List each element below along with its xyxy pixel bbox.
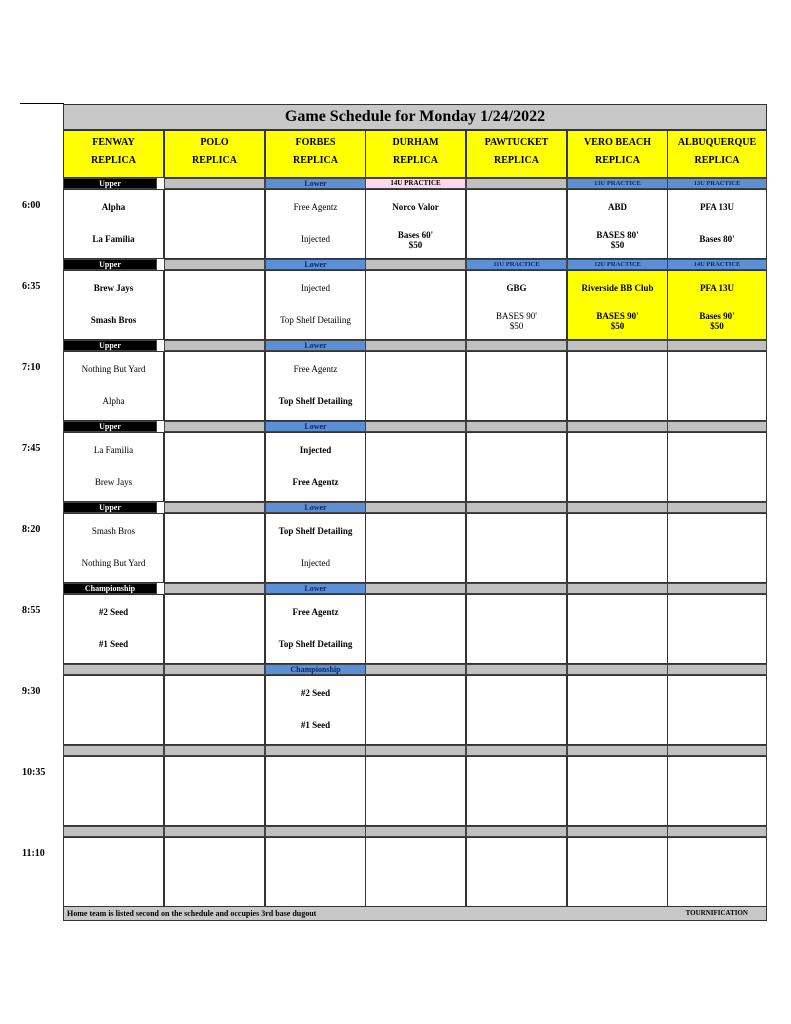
- game-cell: [466, 270, 567, 340]
- game-cell: [164, 513, 265, 583]
- team-name: Alpha: [102, 396, 125, 406]
- game-cell: [265, 432, 366, 502]
- game-cell: [667, 432, 767, 502]
- venue-subtitle: REPLICA: [392, 155, 438, 166]
- field-label-bar: Upper: [63, 340, 157, 351]
- team-name: Smash Bros: [90, 315, 137, 325]
- team-name: Norco Valor: [392, 202, 439, 212]
- field-label-bar: [667, 340, 767, 351]
- game-cell: [265, 351, 366, 421]
- field-label-bar: [466, 664, 567, 675]
- field-label-bar: 13U PRACTICE: [667, 178, 767, 189]
- field-label-bar: [164, 340, 265, 351]
- venue-name: FENWAY: [92, 137, 135, 148]
- game-cell: [265, 756, 366, 826]
- field-label-bar: [265, 826, 366, 837]
- field-label-bar: [164, 502, 265, 513]
- left-rule: [20, 103, 64, 104]
- game-cell: [667, 189, 767, 259]
- game-cell: [667, 351, 767, 421]
- game-cell: [63, 837, 164, 907]
- field-label-bar: [164, 745, 265, 756]
- team-name: La Familia: [92, 234, 135, 244]
- team-name: Injected: [301, 234, 330, 244]
- game-cell: [567, 837, 668, 907]
- venue-header: [567, 130, 668, 178]
- game-cell: [164, 756, 265, 826]
- venue-subtitle: REPLICA: [292, 155, 338, 166]
- team-name: ABD: [607, 202, 627, 212]
- venue-subtitle: REPLICA: [191, 155, 237, 166]
- page-title: Game Schedule for Monday 1/24/2022: [63, 104, 767, 130]
- field-label-bar: [365, 745, 466, 756]
- venue-name: VERO BEACH: [584, 137, 651, 148]
- venue-header: [466, 130, 567, 178]
- game-cell: [567, 189, 668, 259]
- field-label-bar: Lower: [265, 583, 366, 594]
- field-label-bar: 13U PRACTICE: [567, 178, 668, 189]
- game-cell: [667, 594, 767, 664]
- team-name: PFA 13U: [699, 202, 735, 212]
- team-name: #2 Seed: [300, 688, 331, 698]
- game-cell: [667, 270, 767, 340]
- game-cell: [63, 756, 164, 826]
- game-cell: [466, 189, 567, 259]
- field-label-bar: Lower: [265, 259, 366, 270]
- field-label-bar: Lower: [265, 178, 366, 189]
- game-cell: [365, 513, 466, 583]
- team-name: Free Agentz: [292, 477, 339, 487]
- field-label-bar: Upper: [63, 421, 157, 432]
- team-name: Free Agentz: [293, 202, 338, 212]
- field-label-bar: [667, 421, 767, 432]
- team-name: Bases 90' $50: [699, 311, 735, 331]
- team-name: Bases 80': [699, 234, 735, 244]
- team-name: BASES 90' $50: [496, 311, 537, 331]
- field-label-bar: [567, 583, 668, 594]
- field-label-bar: Lower: [265, 421, 366, 432]
- field-label-bar: [63, 745, 164, 756]
- venue-header: [667, 130, 767, 178]
- game-cell: [63, 432, 164, 502]
- game-cell: [164, 675, 265, 745]
- field-label-bar: [567, 826, 668, 837]
- field-label-bar: [365, 583, 466, 594]
- game-cell: [567, 756, 668, 826]
- game-cell: [466, 351, 567, 421]
- team-name: #1 Seed: [300, 720, 331, 730]
- game-cell: [466, 837, 567, 907]
- field-label-bar: 11U PRACTICE: [466, 259, 567, 270]
- field-label-bar: [466, 421, 567, 432]
- team-name: Free Agentz: [292, 607, 339, 617]
- team-name: Top Shelf Detailing: [278, 639, 353, 649]
- game-cell: [365, 432, 466, 502]
- game-cell: [63, 189, 164, 259]
- field-label-bar: 14U PRACTICE: [365, 178, 466, 189]
- game-cell: [265, 675, 366, 745]
- field-label-bar: [164, 826, 265, 837]
- field-label-bar: [466, 178, 567, 189]
- footer-note: Home team is listed second on the schedule and occupies 3rd base dugout: [67, 909, 317, 918]
- slot-time: 8:55: [22, 605, 41, 616]
- team-name: Top Shelf Detailing: [280, 315, 351, 325]
- venue-header: [365, 130, 466, 178]
- field-label-bar: [365, 421, 466, 432]
- game-cell: [164, 837, 265, 907]
- game-cell: [164, 270, 265, 340]
- venue-name: PAWTUCKET: [484, 137, 549, 148]
- field-label-bar: [667, 664, 767, 675]
- team-name: La Familia: [93, 445, 134, 455]
- team-name: Smash Bros: [91, 526, 136, 536]
- field-label-bar: [567, 745, 668, 756]
- team-name: Injected: [299, 445, 332, 455]
- slot-time: 11:10: [22, 848, 45, 859]
- schedule-sheet: [63, 104, 767, 920]
- slot-time: 8:20: [22, 524, 41, 535]
- field-label-bar: [164, 259, 265, 270]
- venue-header: [63, 130, 164, 178]
- field-label-bar: [63, 664, 164, 675]
- game-cell: [265, 513, 366, 583]
- field-label-bar: [466, 826, 567, 837]
- game-cell: [365, 594, 466, 664]
- game-cell: [667, 513, 767, 583]
- team-name: Riverside BB Club: [581, 283, 654, 293]
- game-cell: [667, 675, 767, 745]
- slot-time: 7:10: [22, 362, 41, 373]
- field-label-bar: [265, 745, 366, 756]
- field-label-bar: [667, 583, 767, 594]
- team-name: Alpha: [101, 202, 126, 212]
- venue-subtitle: REPLICA: [90, 155, 136, 166]
- game-cell: [466, 432, 567, 502]
- field-label-bar: [365, 664, 466, 675]
- team-name: #2 Seed: [98, 607, 129, 617]
- team-name: GBG: [506, 283, 527, 293]
- game-cell: [466, 513, 567, 583]
- field-label-bar: [466, 502, 567, 513]
- field-label-bar: [164, 178, 265, 189]
- team-name: PFA 13U: [699, 283, 735, 293]
- team-name: Top Shelf Detailing: [278, 526, 353, 536]
- field-label-bar: [365, 259, 466, 270]
- game-cell: [265, 837, 366, 907]
- venue-header: [164, 130, 265, 178]
- footer-brand: TOURNIFICATION: [685, 909, 748, 917]
- game-cell: [164, 189, 265, 259]
- game-cell: [63, 351, 164, 421]
- team-name: Top Shelf Detailing: [278, 396, 353, 406]
- venue-name: FORBES: [295, 137, 336, 148]
- slot-time: 7:45: [22, 443, 41, 454]
- field-label-bar: [667, 826, 767, 837]
- game-cell: [164, 432, 265, 502]
- game-cell: [265, 594, 366, 664]
- game-cell: [265, 270, 366, 340]
- game-cell: [365, 351, 466, 421]
- field-label-bar: Championship: [63, 583, 157, 594]
- slot-time: 9:30: [22, 686, 41, 697]
- field-label-bar: [667, 745, 767, 756]
- venue-name: DURHAM: [392, 137, 439, 148]
- team-name: BASES 80' $50: [596, 230, 639, 250]
- field-label-bar: [365, 502, 466, 513]
- venue-name: POLO: [200, 137, 229, 148]
- team-name: Brew Jays: [93, 283, 134, 293]
- game-cell: [265, 189, 366, 259]
- slot-time: 6:00: [22, 200, 41, 211]
- game-cell: [667, 756, 767, 826]
- field-label-bar: [466, 340, 567, 351]
- team-name: Brew Jays: [94, 477, 133, 487]
- game-cell: [63, 594, 164, 664]
- team-name: Injected: [301, 283, 330, 293]
- venue-name: ALBUQUERQUE: [677, 137, 757, 148]
- team-name: Bases 60' $50: [397, 230, 434, 250]
- game-cell: [667, 837, 767, 907]
- field-label-bar: [164, 583, 265, 594]
- game-cell: [63, 513, 164, 583]
- venue-header: [265, 130, 366, 178]
- game-cell: [567, 594, 668, 664]
- game-cell: [567, 432, 668, 502]
- game-cell: [63, 270, 164, 340]
- field-label-bar: [466, 583, 567, 594]
- venue-subtitle: REPLICA: [493, 155, 539, 166]
- field-label-bar: Upper: [63, 502, 157, 513]
- field-label-bar: Upper: [63, 178, 157, 189]
- field-label-bar: [164, 421, 265, 432]
- game-cell: [365, 756, 466, 826]
- game-cell: [466, 594, 567, 664]
- field-label-bar: [63, 826, 164, 837]
- team-name: BASES 90' $50: [596, 311, 639, 331]
- game-cell: [365, 270, 466, 340]
- field-label-bar: [567, 502, 668, 513]
- slot-time: 6:35: [22, 281, 41, 292]
- team-name: Free Agentz: [293, 364, 338, 374]
- venue-subtitle: REPLICA: [694, 155, 740, 166]
- field-label-bar: 14U PRACTICE: [667, 259, 767, 270]
- game-cell: [567, 675, 668, 745]
- team-name: Nothing But Yard: [81, 558, 146, 568]
- team-name: #1 Seed: [98, 639, 129, 649]
- game-cell: [164, 351, 265, 421]
- venue-subtitle: REPLICA: [594, 155, 640, 166]
- field-label-bar: Lower: [265, 340, 366, 351]
- field-label-bar: [466, 745, 567, 756]
- field-label-bar: [567, 664, 668, 675]
- slot-time: 10:35: [22, 767, 46, 778]
- field-label-bar: Upper: [63, 259, 157, 270]
- field-label-bar: [365, 340, 466, 351]
- game-cell: [567, 351, 668, 421]
- team-name: Injected: [301, 558, 330, 568]
- game-cell: [365, 837, 466, 907]
- game-cell: [365, 675, 466, 745]
- field-label-bar: [567, 340, 668, 351]
- field-label-bar: 12U PRACTICE: [567, 259, 668, 270]
- field-label-bar: [164, 664, 265, 675]
- game-cell: [466, 756, 567, 826]
- game-cell: [567, 513, 668, 583]
- field-label-bar: Lower: [265, 502, 366, 513]
- field-label-bar: Championship: [265, 664, 366, 675]
- game-cell: [164, 594, 265, 664]
- field-label-bar: [667, 502, 767, 513]
- game-cell: [567, 270, 668, 340]
- field-label-bar: [567, 421, 668, 432]
- game-cell: [365, 189, 466, 259]
- field-label-bar: [365, 826, 466, 837]
- game-cell: [466, 675, 567, 745]
- footer-bar: [63, 906, 767, 921]
- team-name: Nothing But Yard: [81, 364, 146, 374]
- game-cell: [63, 675, 164, 745]
